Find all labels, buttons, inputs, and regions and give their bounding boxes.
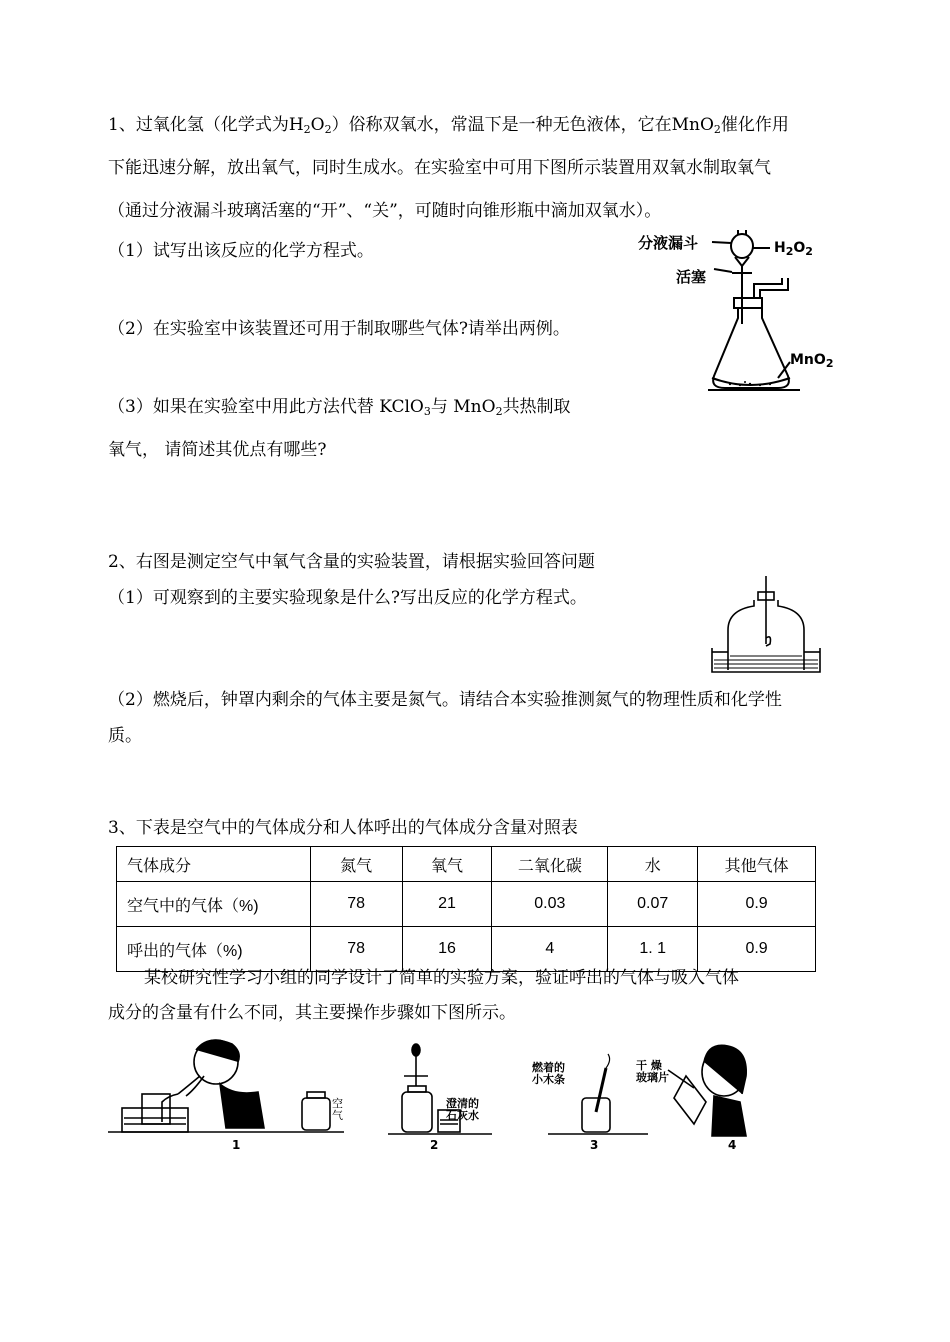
q2-sub-question-2: （2）燃烧后，钟罩内剩余的气体主要是氮气。请结合本实验推测氮气的物理性质和化学性 bbox=[108, 690, 782, 710]
table-cell: 1. 1 bbox=[608, 927, 698, 972]
q3-line1: 3、下表是空气中的气体成分和人体呼出的气体成分含量对照表 bbox=[108, 818, 578, 838]
q2-sub-question-2-cont: 质。 bbox=[108, 726, 142, 746]
flask-funnel-drawing bbox=[630, 226, 860, 406]
table-header-row bbox=[117, 847, 816, 882]
step-3-label: 燃着的 小木条 bbox=[532, 1061, 565, 1086]
step-2-number: 2 bbox=[430, 1138, 439, 1152]
bell-jar-figure bbox=[706, 574, 826, 678]
q3-paragraph-line1: 某校研究性学习小组的同学设计了简单的实验方案，验证呼出的气体与吸入气体 bbox=[144, 968, 739, 988]
table-header-cell: 其他气体 bbox=[698, 847, 816, 882]
table-cell: 0.07 bbox=[608, 882, 698, 927]
label-valve: 活塞 bbox=[676, 268, 707, 286]
step-4-label: 干 燥 玻璃片 bbox=[636, 1059, 669, 1084]
table-row bbox=[117, 882, 816, 927]
step-2-label: 澄清的 石灰水 bbox=[446, 1097, 479, 1122]
oxygen-apparatus-figure bbox=[630, 226, 860, 406]
step-4-number: 4 bbox=[728, 1138, 737, 1152]
table-header-cell: 氧气 bbox=[402, 847, 492, 882]
table-cell: 21 bbox=[402, 882, 492, 927]
label-mno2: MnO$_2$ bbox=[790, 352, 834, 370]
label-separatory-funnel: 分液漏斗 bbox=[638, 234, 699, 252]
table-cell: 78 bbox=[310, 882, 402, 927]
q2-sub-question-1: （1）可观察到的主要实验现象是什么?写出反应的化学方程式。 bbox=[108, 588, 587, 608]
experiment-steps-figure bbox=[108, 1036, 808, 1160]
table-cell: 0.03 bbox=[492, 882, 608, 927]
table-cell: 呼出的气体（%) bbox=[117, 927, 311, 972]
label-h2o2: $H_2O_2$ bbox=[774, 240, 813, 258]
bell-jar-drawing bbox=[706, 574, 826, 678]
table-header-cell: 二氧化碳 bbox=[492, 847, 608, 882]
table-header-cell: 水 bbox=[608, 847, 698, 882]
step-1-number: 1 bbox=[232, 1138, 241, 1152]
table-cell: 0.9 bbox=[698, 882, 816, 927]
table-cell: 空气中的气体（%) bbox=[117, 882, 311, 927]
q3-paragraph-line2: 成分的含量有什么不同，其主要操作步骤如下图所示。 bbox=[108, 1003, 516, 1023]
step-1-label: 空气 bbox=[332, 1097, 343, 1122]
gas-composition-table bbox=[116, 846, 816, 972]
table-cell: 78 bbox=[310, 927, 402, 972]
table-header-cell: 氮气 bbox=[310, 847, 402, 882]
q1-sub-question-1: （1）试写出该反应的化学方程式。 bbox=[108, 241, 374, 261]
q2-line1: 2、右图是测定空气中氧气含量的实验装置，请根据实验回答问题 bbox=[108, 552, 595, 572]
table-cell: 0.9 bbox=[698, 927, 816, 972]
table-header-cell: 气体成分 bbox=[117, 847, 311, 882]
q1-sub-question-3: （3）如果在实验室中用此方法代替 KClO$_3$与 MnO$_2$共热制取 bbox=[108, 397, 571, 418]
table-cell: 4 bbox=[492, 927, 608, 972]
q1-sub-question-3-cont: 氧气， 请简述其优点有哪些? bbox=[108, 440, 327, 460]
table-row bbox=[117, 927, 816, 972]
q1-line3: （通过分液漏斗玻璃活塞的“开”、“关”，可随时向锥形瓶中滴加双氧水）。 bbox=[108, 201, 662, 221]
q1-line2: 下能迅速分解，放出氧气，同时生成水。在实验室中可用下图所示装置用双氧水制取氧气 bbox=[108, 158, 771, 178]
step-3-number: 3 bbox=[590, 1138, 599, 1152]
q1-line1: 1、过氧化氢（化学式为$H_2O_2$）俗称双氧水，常温下是一种无色液体，它在MnO$_2$催化作用 bbox=[108, 115, 789, 136]
table-cell: 16 bbox=[402, 927, 492, 972]
q1-sub-question-2: （2）在实验室中该装置还可用于制取哪些气体?请举出两例。 bbox=[108, 319, 570, 339]
